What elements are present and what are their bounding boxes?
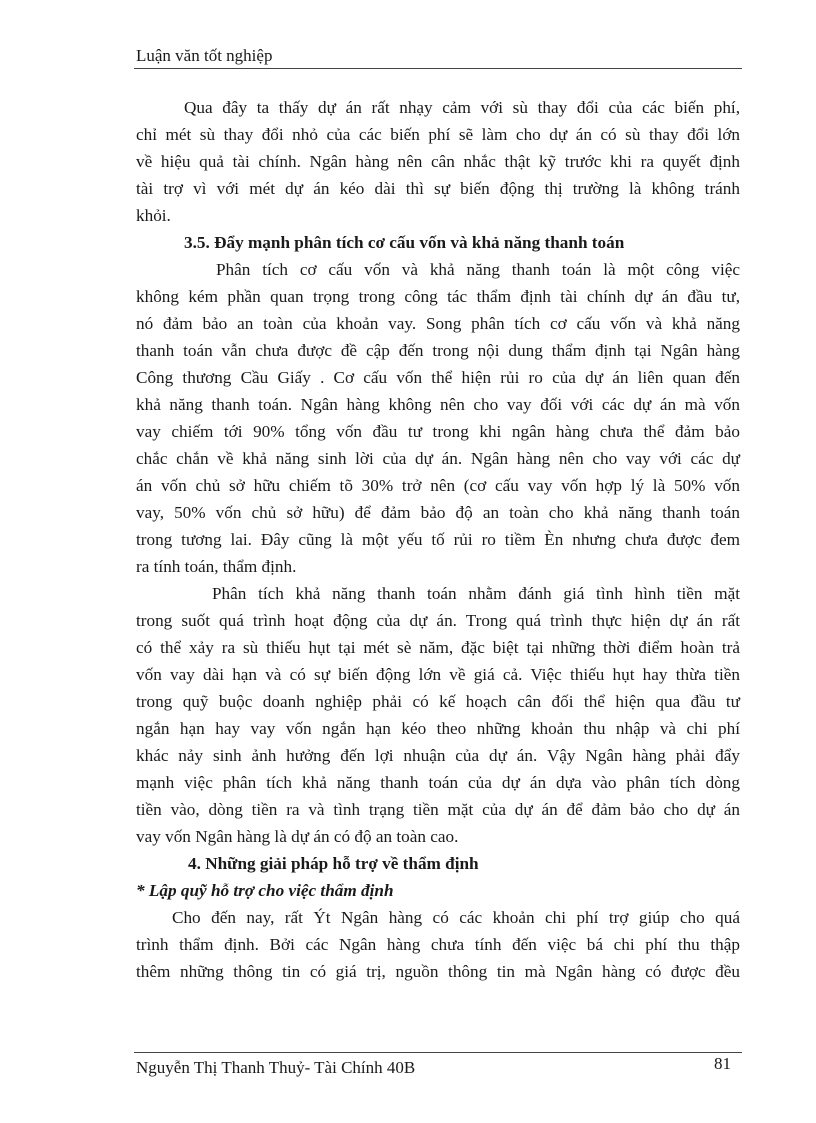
paragraph-line: án vốn chủ sở hữu chiếm tõ 30% trở nên (cơ cấu vay vốn hợp lý là 50% vốn bbox=[136, 476, 740, 495]
paragraph-line: thanh toán vẫn chưa được đề cập đến trong nội dung thẩm định tại Ngân hàng bbox=[136, 341, 740, 360]
paragraph-line: trong quỹ buộc doanh nghiệp phải có kế hoạch cân đối thể hiện qua đầu tư bbox=[136, 692, 740, 711]
footer-author: Nguyễn Thị Thanh Thuỷ- Tài Chính 40B bbox=[136, 1058, 416, 1077]
header-title: Luận văn tốt nghiệp bbox=[136, 46, 273, 65]
paragraph-line: chỉ mét sù thay đổi nhỏ của các biến phí sẽ làm cho dự án có sù thay đổi lớn bbox=[136, 125, 740, 144]
paragraph-line: trong suốt quá trình hoạt động của dự án. Trong quá trình thực hiện dự án rất bbox=[136, 611, 740, 630]
paragraph-line: thêm những thông tin có giá trị, nguồn thông tin mà Ngân hàng có được đều bbox=[136, 962, 740, 981]
paragraph-line: vay vốn Ngân hàng là dự án có độ an toàn cao. bbox=[136, 827, 459, 846]
paragraph-line: vay chiếm tới 90% tổng vốn đầu tư trong khi ngân hàng chưa thể đảm bảo bbox=[136, 422, 740, 441]
paragraph-line: Qua đây ta thấy dự án rất nhạy cảm với sù thay đổi của các biến phí, bbox=[184, 98, 740, 117]
paragraph-line: khả năng thanh toán. Ngân hàng không nên cho vay đối với các dự án mà vốn bbox=[136, 395, 740, 414]
paragraph-line: khác nảy sinh ảnh hưởng đến lợi nhuận của dự án. Vậy Ngân hàng phải đẩy bbox=[136, 746, 740, 765]
paragraph-line: vay, 50% vốn chủ sở hữu) để đảm bảo độ an toàn cho khả năng thanh toán bbox=[136, 503, 740, 522]
paragraph-line: tài trợ vì với mét dự án kéo dài thì sự biến động thị trường là không tránh bbox=[136, 179, 740, 198]
paragraph-line: khỏi. bbox=[136, 206, 171, 225]
paragraph-line: Phân tích cơ cấu vốn và khả năng thanh toán là một công việc bbox=[216, 260, 740, 279]
paragraph-line: chắc chắn về khả năng sinh lời của dự án. Ngân hàng nên cho vay với các dự bbox=[136, 449, 740, 468]
paragraph-line: mạnh việc phân tích khả năng thanh toán của dự án dựa vào phân tích dòng bbox=[136, 773, 740, 792]
paragraph-line: ngắn hạn hay vay vốn ngắn hạn kéo theo những khoản thu nhập và chi phí bbox=[136, 719, 740, 738]
section-heading: 3.5. Đẩy mạnh phân tích cơ cấu vốn và khả năng thanh toán bbox=[184, 233, 625, 252]
subsection-heading: * Lập quỹ hỗ trợ cho việc thẩm định bbox=[136, 881, 394, 900]
paragraph-line: Cho đến nay, rất Ýt Ngân hàng có các khoản chi phí trợ giúp cho quá bbox=[172, 908, 740, 927]
paragraph-line: Phân tích khả năng thanh toán nhằm đánh giá tình hình tiền mặt bbox=[212, 584, 740, 603]
paragraph-line: có thể xảy ra sù thiếu hụt tại mét sè năm, đặc biệt tại những thời điểm hoàn trả bbox=[136, 638, 740, 657]
header-rule bbox=[134, 68, 742, 69]
paragraph-line: trong tương lai. Đây cũng là một yếu tố rủi ro tiềm Èn nhưng chưa được đem bbox=[136, 530, 740, 549]
footer-rule bbox=[134, 1052, 742, 1053]
paragraph-line: nó đảm bảo an toàn của khoản vay. Song phân tích cơ cấu vốn và khả năng bbox=[136, 314, 740, 333]
paragraph-line: Công thương Cầu Giấy . Cơ cấu vốn thể hiện rủi ro của dự án liên quan đến bbox=[136, 368, 740, 387]
paragraph-line: ra tính toán, thẩm định. bbox=[136, 557, 297, 576]
paragraph-line: vốn vay dài hạn và có sự biến động lớn về giá cả. Việc thiếu hụt hay thừa tiền bbox=[136, 665, 740, 684]
paragraph-line: trình thẩm định. Bởi các Ngân hàng chưa tính đến việc bá chi phí thu thập bbox=[136, 935, 740, 954]
body-text bbox=[136, 94, 740, 985]
paragraph-line: không kém phần quan trọng trong công tác thẩm định tài chính dự án đầu tư, bbox=[136, 287, 740, 306]
section-heading: 4. Những giải pháp hỗ trợ về thẩm định bbox=[188, 854, 479, 873]
page-number: 81 bbox=[714, 1054, 731, 1073]
paragraph-line: tiền vào, dòng tiền ra và tình trạng tiền mặt của dự án để đảm bảo cho dự án bbox=[136, 800, 740, 819]
paragraph-line: về hiệu quả tài chính. Ngân hàng nên cân nhắc thật kỹ trước khi ra quyết định bbox=[136, 152, 740, 171]
